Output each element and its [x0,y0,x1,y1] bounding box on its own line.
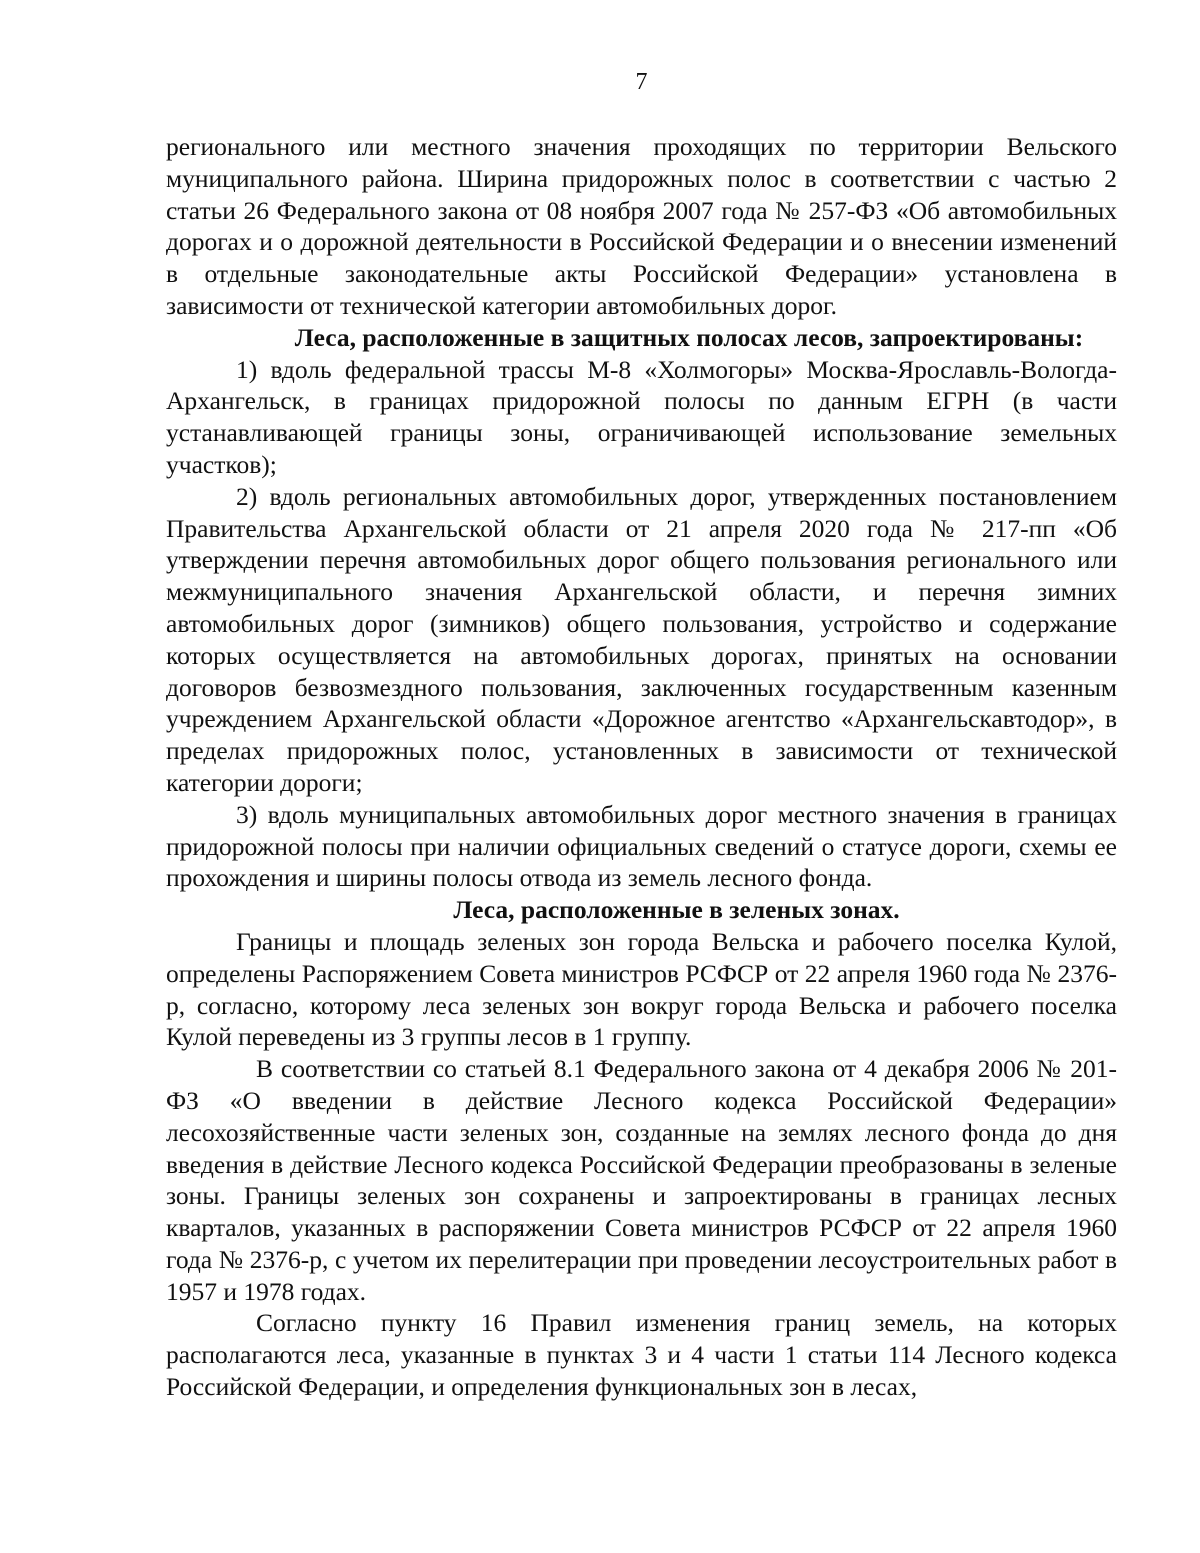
heading-protective-strips: Леса, расположенные в защитных полосах лесов, запроектированы: [294,322,1084,352]
paragraph-rules-point-16: Согласно пункту 16 Правил изменения границ земель, на которых располагаются леса, указанные в пунктах 3 и 4 части 1 статьи 114 Лесного кодекса Российской Федерации, и определения функциональных зон в лесах, [166,1308,1117,1402]
paragraph-green-zone-boundaries: Границы и площадь зеленых зон города Вельска и рабочего поселка Кулой, определены Распоряжением Совета министров РСФСР от 22 апреля 1960 года № 2376-р, согласно, которому леса зеленых зон вокруг города Вельска и рабочего поселка Кулой переведены из 3 группы лесов в 1 группу. [166,926,1117,1052]
list-item-federal-highway: 1) вдоль федеральной трассы М-8 «Холмогоры» Москва-Ярославль-Вологда-Архангельск, в границах придорожной полосы по данным ЕГРН (в части устанавливающей границы зоны, ограничивающей использование земельных участков); [166,354,1117,479]
list-item-municipal-roads: 3) вдоль муниципальных автомобильных дорог местного значения в границах придорожной полосы при наличии официальных сведений о статусе дороги, схемы ее прохождения и ширины полосы отвода из земель лесного фонда. [166,799,1117,893]
paragraph-roadside-strips: регионального или местного значения проходящих по территории Вельского муниципального района. Ширина придорожных полос в соответствии с частью 2 статьи 26 Федерального закона от 08 ноября 2007 года № 257-ФЗ «Об автомобильных дорогах и о дорожной деятельности в Российской Федерации и о внесении изменений в отдельные законодательные акты Российской Федерации» установлена в зависимости от технической категории автомобильных дорог. [166,132,1117,320]
page-number: 7 [635,69,648,95]
list-item-regional-roads: 2) вдоль региональных автомобильных дорог, утвержденных постановлением Правительства Архангельской области от 21 апреля 2020 года № 217-пп «Об утверждении перечня автомобильных дорог общего пользования регионального или межмуниципального значения Архангельской области, и перечня зимних автомобильных дорог (зимников) общего пользования, устройство и содержание которых осуществляется на автомобильных дорогах, принятых на основании договоров безвозмездного пользования, заключенных государственным казенным учреждением Архангельской области «Дорожное агентство «Архангельскавтодор», в пределах придорожных полос, установленных в зависимости от технической категории дороги; [166,481,1117,797]
document-page [166,66,1117,1403]
paragraph-forest-code-article: В соответствии со статьей 8.1 Федерального закона от 4 декабря 2006 № 201-ФЗ «О введении в действие Лесного кодекса Российской Федерации» лесохозяйственные части зеленых зон, созданные на землях лесного фонда до дня введения в действие Лесного кодекса Российской Федерации преобразованы в зеленые зоны. Границы зеленых зон сохранены и запроектированы в границах лесных кварталов, указанных в распоряжении Совета министров РСФСР от 22 апреля 1960 года № 2376-р, с учетом их перелитерации при проведении лесоустроительных работ в 1957 и 1978 годах. [166,1054,1117,1306]
heading-green-zones: Леса, расположенные в зеленых зонах. [453,895,900,925]
